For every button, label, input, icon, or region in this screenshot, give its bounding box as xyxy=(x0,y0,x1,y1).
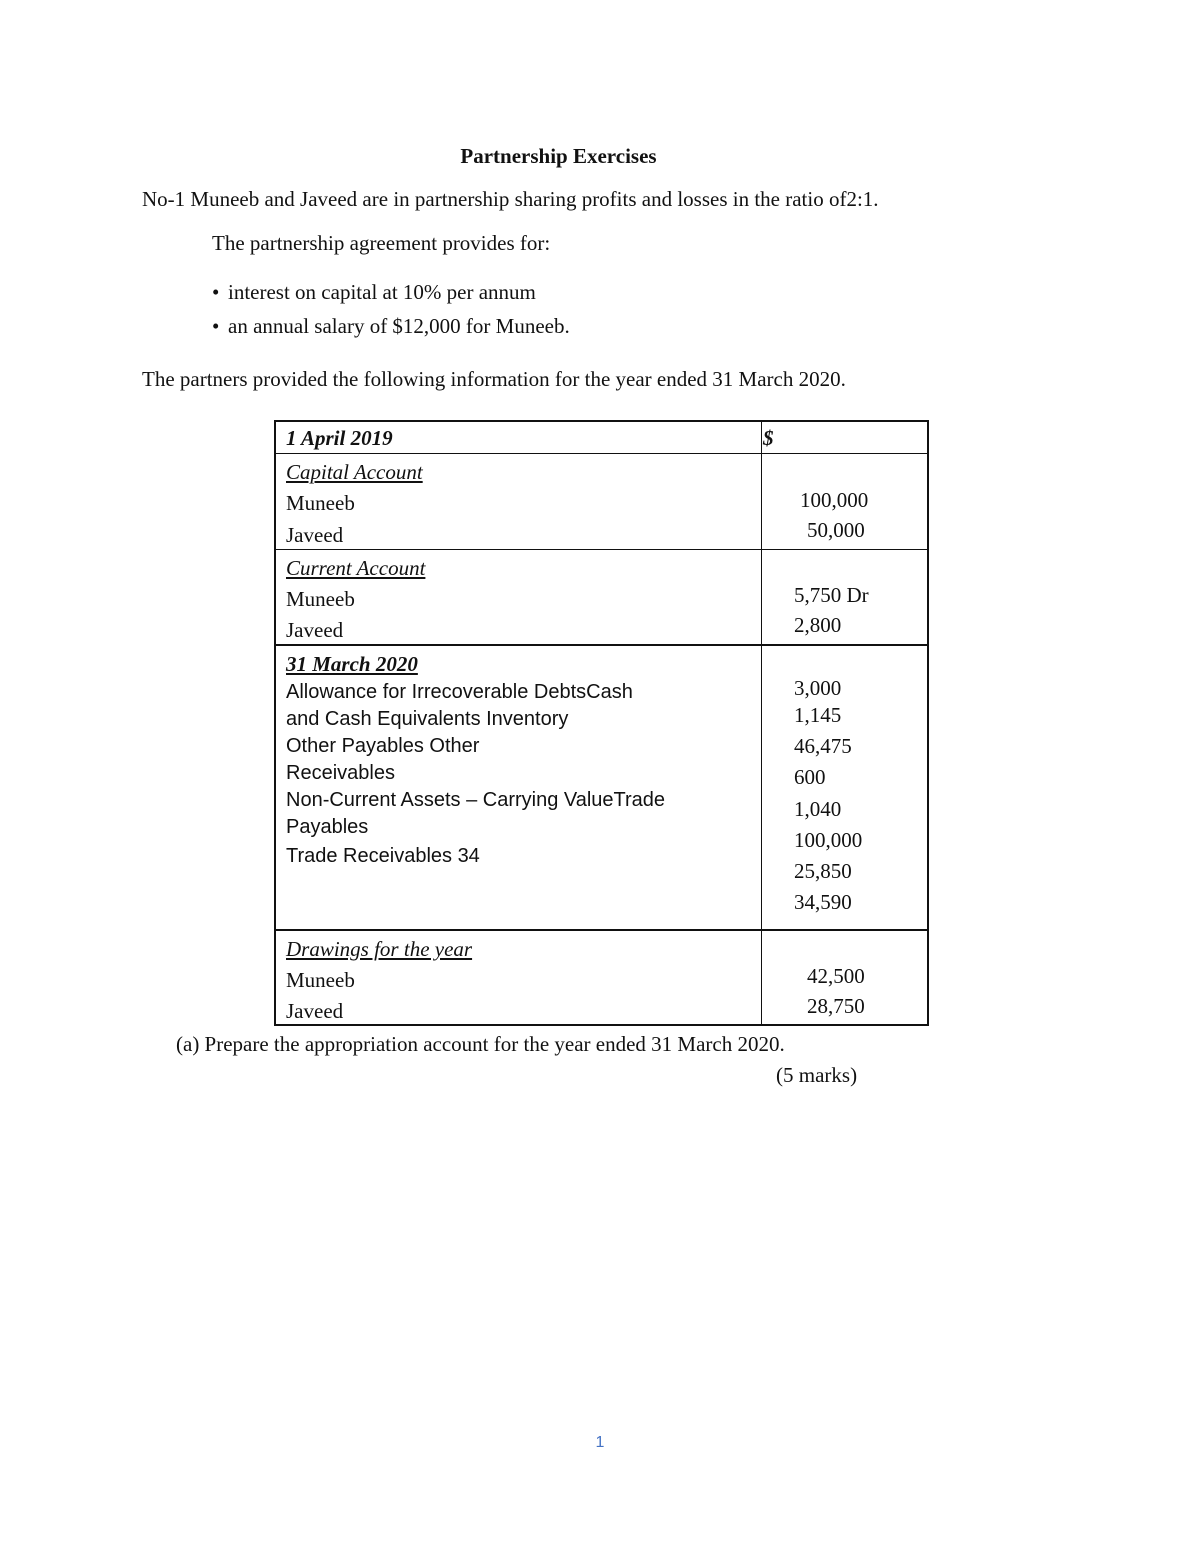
year-end-value: 46,475 xyxy=(794,734,852,758)
bullet-icon: • xyxy=(212,280,220,304)
row-divider xyxy=(276,644,927,646)
year-end-value: 3,000 xyxy=(794,676,842,700)
column-divider xyxy=(761,422,762,1024)
agreement-item xyxy=(212,314,570,339)
capital-muneeb-value: 100,000 xyxy=(800,488,869,512)
current-javeed-label: Javeed xyxy=(286,618,344,642)
question-a: (a) Prepare the appropriation account for the year ended 31 March 2020. xyxy=(176,1032,785,1056)
financial-data-table xyxy=(274,420,929,1026)
year-end-item: Non-Current Assets – Carrying ValueTrade xyxy=(286,789,666,811)
current-account-heading: Current Account xyxy=(286,556,426,580)
drawings-muneeb-label: Muneeb xyxy=(286,968,355,992)
table-header-currency: $ xyxy=(763,426,774,450)
drawings-heading: Drawings for the year xyxy=(286,937,473,961)
agreement-item xyxy=(212,280,536,305)
year-end-item: and Cash Equivalents Inventory xyxy=(286,708,569,730)
year-end-value: 34,590 xyxy=(794,890,852,914)
year-end-item: Trade Receivables 34 xyxy=(286,845,480,867)
year-end-item: Payables xyxy=(286,816,369,838)
agreement-heading: The partnership agreement provides for: xyxy=(212,231,551,255)
bullet-icon: • xyxy=(212,314,220,338)
year-end-item: Receivables xyxy=(286,762,395,784)
intro-paragraph: No-1 Muneeb and Javeed are in partnership sharing profits and losses in the ratio of2:1. xyxy=(142,187,879,211)
year-end-value: 100,000 xyxy=(794,828,863,852)
row-divider xyxy=(276,929,927,931)
year-end-value: 600 xyxy=(794,765,826,789)
drawings-javeed-value: 28,750 xyxy=(807,994,865,1018)
document-title: Partnership Exercises xyxy=(460,144,657,168)
table-header-date: 1 April 2019 xyxy=(286,426,393,450)
capital-account-heading: Capital Account xyxy=(286,460,423,484)
year-end-value: 25,850 xyxy=(794,859,852,883)
agreement-item-text: interest on capital at 10% per annum xyxy=(228,280,536,304)
row-divider xyxy=(276,453,927,454)
drawings-muneeb-value: 42,500 xyxy=(807,964,865,988)
current-muneeb-value: 5,750 Dr xyxy=(794,583,869,607)
capital-muneeb-label: Muneeb xyxy=(286,491,355,515)
year-end-value: 1,040 xyxy=(794,797,842,821)
year-end-item: Other Payables Other xyxy=(286,735,480,757)
page-number: 1 xyxy=(595,1434,605,1451)
drawings-javeed-label: Javeed xyxy=(286,999,344,1023)
partners-info: The partners provided the following information for the year ended 31 March 2020. xyxy=(142,367,846,391)
year-end-value: 1,145 xyxy=(794,703,842,727)
capital-javeed-label: Javeed xyxy=(286,523,344,547)
year-end-item: Allowance for Irrecoverable DebtsCash xyxy=(286,681,633,703)
row-divider xyxy=(276,549,927,550)
agreement-item-text: an annual salary of $12,000 for Muneeb. xyxy=(228,314,570,338)
year-end-heading: 31 March 2020 xyxy=(286,652,418,676)
current-muneeb-label: Muneeb xyxy=(286,587,355,611)
capital-javeed-value: 50,000 xyxy=(807,518,865,542)
marks-label: (5 marks) xyxy=(776,1063,858,1087)
current-javeed-value: 2,800 xyxy=(794,613,842,637)
